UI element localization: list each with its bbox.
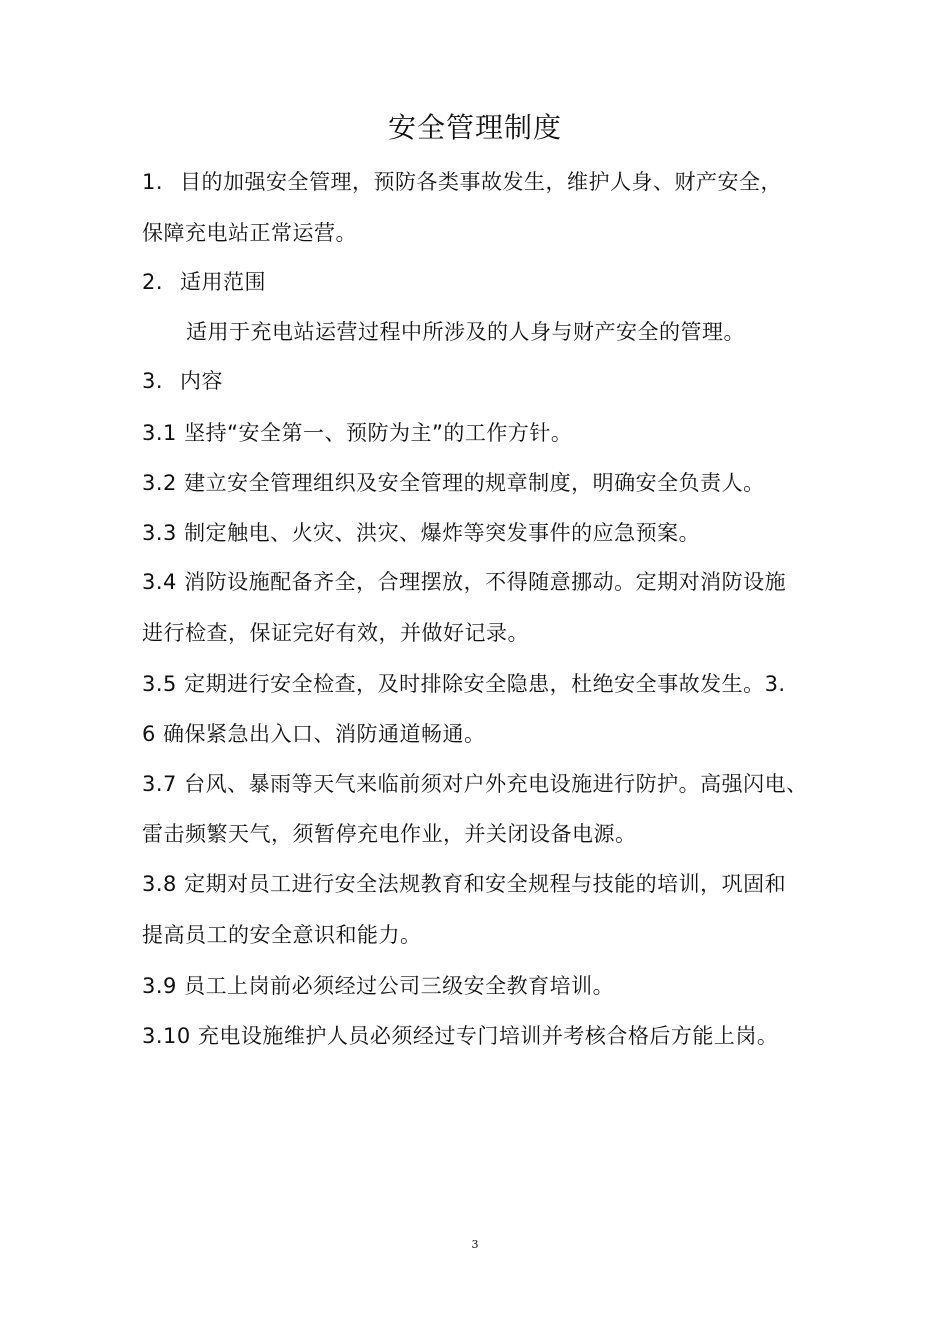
clause-3-8-line-2: 提高员工的安全意识和能力。 [142,923,422,947]
section-1-text: 加强安全管理，预防各类事故发生，维护人身、财产安全， [223,170,782,194]
clause-3-4-line-1: 3.4 消防设施配备齐全，合理摆放，不得随意挪动。定期对消防设施 [142,570,787,594]
clause-3-9: 3.9 员工上岗前必须经过公司三级安全教育培训。 [142,974,615,998]
section-2-heading: 适用范围 [180,270,266,294]
section-3-heading-line [142,366,223,396]
clause-3-3: 3.3 制定触电、火灾、洪灾、爆炸等突发事件的应急预案。 [142,521,701,545]
clause-3-10: 3.10 充电设施维护人员必须经过专门培训并考核合格后方能上岗。 [142,1024,779,1048]
section-1-number: 1. [142,170,164,194]
clause-3-7-line-1: 3.7 台风、暴雨等天气来临前须对户外充电设施进行防护。高强闪电、 [142,772,808,796]
page-number: 3 [471,1238,479,1251]
section-1-line-1 [142,167,782,197]
clause-3-7-line-2: 雷击频繁天气，须暂停充电作业，并关闭设备电源。 [142,822,637,846]
clause-3-1: 3.1 坚持“安全第一、预防为主”的工作方针。 [142,421,573,445]
section-1-heading: 目的 [180,170,223,194]
section-1-line-2: 保障充电站正常运营。 [142,221,357,245]
section-3-heading: 内容 [180,369,223,393]
section-3-number: 3. [142,369,164,393]
clause-3-2: 3.2 建立安全管理组织及安全管理的规章制度，明确安全负责人。 [142,471,765,495]
clause-3-8-line-1: 3.8 定期对员工进行安全法规教育和安全规程与技能的培训，巩固和 [142,872,787,896]
page-title: 安全管理制度 [387,111,562,144]
section-2-heading-line [142,267,266,297]
section-2-text: 适用于充电站运营过程中所涉及的人身与财产安全的管理。 [186,320,745,344]
clause-3-5-line-2: 6 确保紧急出入口、消防通道畅通。 [142,722,486,746]
clause-3-4-line-2: 进行检查，保证完好有效，并做好记录。 [142,621,529,645]
section-2-number: 2. [142,270,164,294]
clause-3-5-line-1: 3.5 定期进行安全检查，及时排除安全隐患，杜绝安全事故发生。3. [142,672,786,696]
